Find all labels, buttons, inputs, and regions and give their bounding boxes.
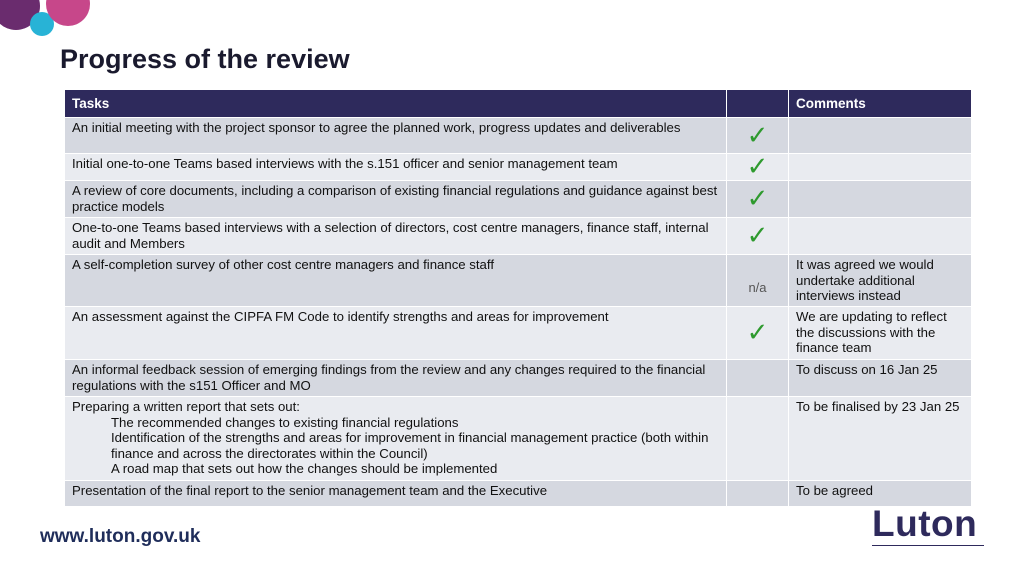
comment-cell bbox=[789, 181, 972, 218]
check-icon: ✓ bbox=[746, 318, 769, 348]
table-header-row bbox=[65, 90, 972, 118]
task-cell: Presentation of the final report to the senior management team and the Executive bbox=[65, 481, 727, 507]
table-row bbox=[65, 218, 972, 255]
comment-cell: We are updating to reflect the discussions with the finance team bbox=[789, 307, 972, 360]
task-cell: An informal feedback session of emerging findings from the review and any changes required to the financial regulations with the s151 Officer and MO bbox=[65, 360, 727, 397]
logo-underline bbox=[872, 545, 984, 546]
table-row bbox=[65, 397, 972, 481]
table-row bbox=[65, 181, 972, 218]
luton-logo-text: Luton bbox=[872, 503, 978, 544]
luton-logo-shapes bbox=[0, 0, 110, 45]
task-cell bbox=[65, 397, 727, 481]
task-cell: A review of core documents, including a comparison of existing financial regulations and guidance against best practice models bbox=[65, 181, 727, 218]
check-icon: ✓ bbox=[746, 152, 769, 182]
task-subitem: The recommended changes to existing financial regulations bbox=[111, 414, 459, 430]
task-cell: An initial meeting with the project sponsor to agree the planned work, progress updates and deliverables bbox=[65, 118, 727, 154]
task-subitem: Identification of the strengths and areas for improvement in financial management practice (both within finance and across the directorates within the Council) bbox=[111, 430, 709, 461]
comment-cell: To discuss on 16 Jan 25 bbox=[789, 360, 972, 397]
table-row bbox=[65, 154, 972, 181]
progress-table bbox=[64, 89, 972, 507]
comment-cell bbox=[789, 118, 972, 154]
comment-cell bbox=[789, 154, 972, 181]
header-status bbox=[727, 90, 789, 118]
footer-url: www.luton.gov.uk bbox=[40, 526, 201, 547]
comment-cell: To be agreed bbox=[789, 481, 972, 507]
task-intro: Preparing a written report that sets out: bbox=[72, 399, 300, 414]
task-cell: A self-completion survey of other cost centre managers and finance staff bbox=[65, 255, 727, 307]
header-comments: Comments bbox=[789, 90, 972, 118]
check-icon: ✓ bbox=[746, 221, 769, 251]
comment-cell: To be finalised by 23 Jan 25 bbox=[789, 397, 972, 481]
table-row bbox=[65, 118, 972, 154]
task-subitem: A road map that sets out how the changes should be implemented bbox=[111, 461, 498, 476]
table-row bbox=[65, 481, 972, 507]
check-icon: ✓ bbox=[746, 120, 769, 151]
table-row bbox=[65, 360, 972, 397]
check-icon: ✓ bbox=[746, 184, 769, 214]
comment-cell: It was agreed we would undertake additional interviews instead bbox=[789, 255, 972, 307]
comment-cell bbox=[789, 218, 972, 255]
status-na: n/a bbox=[748, 279, 767, 295]
slide-title: Progress of the review bbox=[60, 44, 350, 74]
task-cell: An assessment against the CIPFA FM Code to identify strengths and areas for improvement bbox=[65, 307, 727, 360]
task-cell: One-to-one Teams based interviews with a selection of directors, cost centre managers, finance staff, internal audit and Members bbox=[65, 218, 727, 255]
table-row bbox=[65, 307, 972, 360]
table-row bbox=[65, 255, 972, 307]
task-cell: Initial one-to-one Teams based interviews with the s.151 officer and senior management team bbox=[65, 154, 727, 181]
header-tasks: Tasks bbox=[65, 90, 727, 118]
